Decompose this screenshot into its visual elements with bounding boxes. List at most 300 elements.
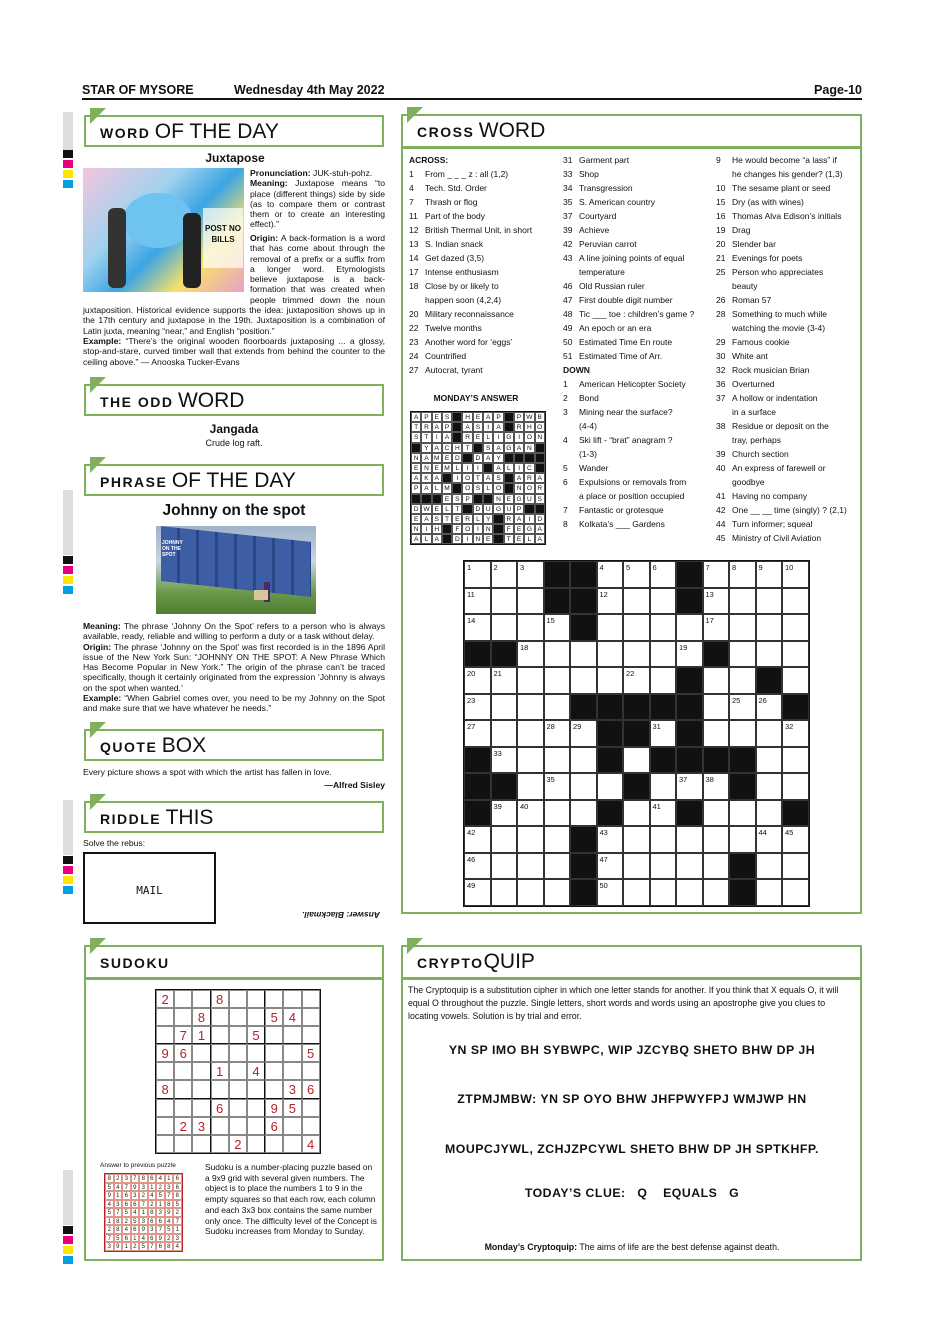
crossword-cell[interactable] <box>676 773 703 800</box>
prev-sudoku-cell: 2 <box>122 1217 131 1226</box>
crossword-cell[interactable] <box>623 667 650 694</box>
sudoku-cell[interactable] <box>283 1026 301 1044</box>
clue-item <box>409 209 557 223</box>
clue-item <box>563 349 711 363</box>
prev-sudoku-cell: 5 <box>165 1225 174 1234</box>
clue-number: 1 <box>563 379 568 389</box>
answer-cell: I <box>524 514 534 524</box>
crossword-cell[interactable] <box>623 641 650 668</box>
crossword-cell[interactable] <box>517 800 544 827</box>
answer-cell <box>432 494 442 504</box>
answer-cell <box>535 463 545 473</box>
riddle-title: RIDDLE THIS <box>100 806 214 829</box>
crossword-cell[interactable] <box>517 747 544 774</box>
sudoku-cell[interactable] <box>211 1008 229 1026</box>
sudoku-cell[interactable] <box>211 1135 229 1153</box>
answer-cell <box>452 412 462 422</box>
crossword-cell[interactable] <box>676 879 703 906</box>
prev-sudoku-cell: 1 <box>165 1174 174 1183</box>
cell-number: 33 <box>493 748 502 758</box>
prev-sudoku-cell: 8 <box>148 1208 157 1217</box>
clue-item <box>563 279 711 293</box>
crossword-cell[interactable] <box>544 879 571 906</box>
sudoku-cell[interactable] <box>247 1099 265 1117</box>
answer-cell: A <box>432 422 442 432</box>
clue-text: a place or position occupied <box>579 491 685 501</box>
crossword-cell[interactable] <box>544 747 571 774</box>
sudoku-cell[interactable] <box>283 990 301 1008</box>
crossword-cell[interactable] <box>703 800 730 827</box>
sudoku-cell[interactable] <box>265 1135 283 1153</box>
clue-item <box>716 475 858 489</box>
crossword-cell[interactable] <box>650 588 677 615</box>
crossword-cell[interactable] <box>491 747 518 774</box>
sudoku-cell[interactable] <box>229 1099 247 1117</box>
answer-cell <box>421 494 431 504</box>
cell-number: 39 <box>493 801 502 811</box>
cell-number: 6 <box>652 563 657 572</box>
answer-cell <box>442 473 452 483</box>
sudoku-cell[interactable] <box>174 1080 192 1098</box>
crossword-cell[interactable] <box>597 641 624 668</box>
clue-text: Turn informer; squeal <box>732 519 813 529</box>
sudoku-cell[interactable] <box>211 1044 229 1062</box>
crossword-cell[interactable] <box>729 641 756 668</box>
sudoku-cell[interactable] <box>265 990 283 1008</box>
black-square <box>544 588 571 615</box>
sudoku-cell: 5 <box>247 1026 265 1044</box>
sudoku-cell[interactable] <box>174 1008 192 1026</box>
crossword-cell[interactable] <box>597 826 624 853</box>
crossword-cell[interactable] <box>782 641 809 668</box>
crossword-cell[interactable] <box>650 641 677 668</box>
crossword-cell[interactable] <box>703 667 730 694</box>
crossword-cell[interactable] <box>782 879 809 906</box>
black-square <box>570 879 597 906</box>
sudoku-cell[interactable] <box>211 1117 229 1135</box>
clue-item <box>409 195 557 209</box>
answer-cell: G <box>514 494 524 504</box>
crossword-cell[interactable] <box>756 879 783 906</box>
crossword-cell[interactable] <box>517 588 544 615</box>
crossword-cell[interactable] <box>570 667 597 694</box>
sudoku-cell[interactable] <box>302 1026 320 1044</box>
cell-number: 30 <box>599 722 608 731</box>
sudoku-cell: 9 <box>156 1044 174 1062</box>
sudoku-cell[interactable] <box>229 1044 247 1062</box>
crossword-cell[interactable] <box>676 826 703 853</box>
clue-item <box>563 489 711 503</box>
crossword-cell[interactable] <box>650 800 677 827</box>
crossword-cell[interactable] <box>729 561 756 588</box>
clue-number: 37 <box>716 393 726 403</box>
crossword-cell[interactable] <box>464 588 491 615</box>
clue-text: Dry (as with wines) <box>732 197 804 207</box>
sudoku-cell[interactable] <box>302 1062 320 1080</box>
crossword-cell[interactable] <box>464 879 491 906</box>
clue-number: 18 <box>409 281 419 291</box>
cell-number: 3 <box>520 563 525 572</box>
sudoku-cell[interactable] <box>247 990 265 1008</box>
crossword-cell[interactable] <box>464 561 491 588</box>
sudoku-cell[interactable] <box>265 1026 283 1044</box>
crossword-cell[interactable] <box>623 747 650 774</box>
crossword-cell[interactable] <box>464 720 491 747</box>
clue-text: Close by or likely to <box>425 281 499 291</box>
print-mark <box>63 886 73 894</box>
clue-item <box>409 321 557 335</box>
clue-number: 3 <box>563 407 568 417</box>
sudoku-cell[interactable] <box>283 1062 301 1080</box>
sudoku-description: Sudoku is a number-placing puzzle based on a 9x9 grid with several given numbers. The object is to place the numbers 1 to 9 in the empty squares so that each row, each column and each 3x3 box contains the same number only once. The difficulty level of the Concept is Sudoku increases from Monday to Sunday. <box>205 1162 377 1237</box>
sudoku-cell[interactable] <box>192 1099 210 1117</box>
crossword-cell[interactable] <box>650 853 677 880</box>
black-square <box>491 773 518 800</box>
crossword-cell[interactable] <box>544 694 571 721</box>
crossword-cell[interactable] <box>464 667 491 694</box>
crossword-cell[interactable] <box>517 667 544 694</box>
crossword-cell[interactable] <box>464 826 491 853</box>
clue-text: he changes his gender? (1,3) <box>732 169 843 179</box>
sudoku-cell[interactable] <box>156 1026 174 1044</box>
answer-cell: L <box>524 534 534 544</box>
answer-cell: F <box>452 524 462 534</box>
prev-sudoku-cell: 7 <box>173 1217 182 1226</box>
sudoku-cell: 1 <box>192 1026 210 1044</box>
crossword-cell[interactable] <box>544 641 571 668</box>
clue-text: (1-3) <box>579 449 597 459</box>
prev-sudoku-cell: 4 <box>114 1183 123 1192</box>
potty-label: JOHNNY ON THE SPOT <box>162 540 183 558</box>
crossword-cell[interactable] <box>570 747 597 774</box>
crossword-cell[interactable] <box>491 826 518 853</box>
crossword-cell[interactable] <box>756 641 783 668</box>
crossword-cell[interactable] <box>729 826 756 853</box>
crossword-cell[interactable] <box>570 800 597 827</box>
sudoku-cell[interactable] <box>229 1080 247 1098</box>
sudoku-cell[interactable] <box>156 1117 174 1135</box>
sudoku-cell[interactable] <box>247 1135 265 1153</box>
crossword-cell[interactable] <box>491 853 518 880</box>
clue-text: Something to much while <box>732 309 827 319</box>
black-square <box>570 853 597 880</box>
crossword-cell[interactable] <box>517 720 544 747</box>
crossword-cell[interactable] <box>676 853 703 880</box>
answer-cell: I <box>462 534 472 544</box>
answer-cell: A <box>421 453 431 463</box>
crossword-cell[interactable] <box>650 667 677 694</box>
sudoku-cell[interactable] <box>247 1080 265 1098</box>
sudoku-cell[interactable] <box>265 1044 283 1062</box>
clue-number: 41 <box>716 491 726 501</box>
crossword-cell[interactable] <box>756 561 783 588</box>
sudoku-cell[interactable] <box>247 1008 265 1026</box>
clue-item <box>716 293 858 307</box>
prev-sudoku-cell: 3 <box>114 1200 123 1209</box>
todays-clue: TODAY’S CLUE: Q EQUALS G <box>524 1186 740 1200</box>
crossword-cell[interactable] <box>703 773 730 800</box>
prev-sudoku-cell: 1 <box>114 1191 123 1200</box>
answer-cell: L <box>504 463 514 473</box>
black-square <box>570 588 597 615</box>
crossword-cell[interactable] <box>703 561 730 588</box>
crossword-cell[interactable] <box>703 720 730 747</box>
crossword-cell[interactable] <box>756 853 783 880</box>
crossword-cell[interactable] <box>464 853 491 880</box>
clue-item <box>716 447 858 461</box>
prev-sudoku-cell: 5 <box>156 1191 165 1200</box>
sudoku-cell[interactable] <box>229 1026 247 1044</box>
crossword-cell[interactable] <box>729 720 756 747</box>
answer-cell: I <box>432 432 442 442</box>
crossword-cell[interactable] <box>623 879 650 906</box>
crossword-cell[interactable] <box>650 561 677 588</box>
prev-sudoku-cell: 8 <box>165 1200 174 1209</box>
crossword-cell[interactable] <box>650 879 677 906</box>
sudoku-cell[interactable] <box>174 1062 192 1080</box>
crossword-cell[interactable] <box>782 667 809 694</box>
print-mark <box>63 566 73 574</box>
answer-cell: M <box>442 463 452 473</box>
sudoku-cell[interactable] <box>265 1062 283 1080</box>
cell-number: 4 <box>599 563 604 572</box>
crossword-cell[interactable] <box>597 561 624 588</box>
clue-text: Bond <box>579 393 599 403</box>
cell-number: 25 <box>732 695 741 705</box>
crossword-cell[interactable] <box>570 773 597 800</box>
answer-cell: U <box>483 504 493 514</box>
crossword-cell[interactable] <box>570 720 597 747</box>
crossword-cell[interactable] <box>703 588 730 615</box>
crossword-cell[interactable] <box>756 588 783 615</box>
crossword-cell[interactable] <box>544 853 571 880</box>
crossword-cell[interactable] <box>729 694 756 721</box>
cell-number: 29 <box>573 722 582 731</box>
crossword-cell[interactable] <box>729 667 756 694</box>
crossword-cell[interactable] <box>464 614 491 641</box>
crossword-cell[interactable] <box>703 614 730 641</box>
crossword-cell[interactable] <box>756 720 783 747</box>
sudoku-cell[interactable] <box>156 1099 174 1117</box>
crossword-cell[interactable] <box>517 853 544 880</box>
sudoku-cell[interactable] <box>265 1080 283 1098</box>
sudoku-cell[interactable] <box>283 1117 301 1135</box>
crossword-cell[interactable] <box>756 826 783 853</box>
sudoku-cell[interactable] <box>192 1080 210 1098</box>
answer-cell: N <box>411 453 421 463</box>
sudoku-cell[interactable] <box>174 990 192 1008</box>
crossword-cell[interactable] <box>782 588 809 615</box>
answer-cell: L <box>442 504 452 514</box>
sudoku-cell[interactable] <box>229 1062 247 1080</box>
sudoku-cell[interactable] <box>302 1099 320 1117</box>
prev-sudoku-cell: 1 <box>122 1242 131 1251</box>
answer-cell <box>462 504 472 514</box>
clue-text: Expulsions or removals from <box>579 477 687 487</box>
sudoku-cell[interactable] <box>229 1008 247 1026</box>
crossword-cell[interactable] <box>491 561 518 588</box>
crossword-cell[interactable] <box>623 561 650 588</box>
crossword-cell[interactable] <box>491 879 518 906</box>
crossword-cell[interactable] <box>570 641 597 668</box>
clue-number <box>716 167 732 181</box>
black-square <box>676 588 703 615</box>
clue-text: One __ __ time (singly) ? (2,1) <box>732 505 847 515</box>
crossword-cell[interactable] <box>597 853 624 880</box>
crossword-cell[interactable] <box>623 614 650 641</box>
sudoku-cell[interactable] <box>302 990 320 1008</box>
crossword-cell[interactable] <box>756 694 783 721</box>
crossword-cell[interactable] <box>517 773 544 800</box>
crossword-cell[interactable] <box>597 667 624 694</box>
sudoku-cell[interactable] <box>156 1062 174 1080</box>
sudoku-cell[interactable] <box>192 990 210 1008</box>
crossword-cell[interactable] <box>517 826 544 853</box>
prev-sudoku-cell: 4 <box>122 1225 131 1234</box>
crossword-cell[interactable] <box>517 694 544 721</box>
crossword-cell[interactable] <box>756 747 783 774</box>
crossword-cell[interactable] <box>464 694 491 721</box>
crossword-cell[interactable] <box>623 800 650 827</box>
crossword-cell[interactable] <box>597 879 624 906</box>
crossword-grid[interactable] <box>463 560 810 907</box>
clue-text: A hollow or indentation <box>732 393 818 403</box>
crossword-cell[interactable] <box>650 773 677 800</box>
crossword-cell[interactable] <box>756 773 783 800</box>
crossword-cell[interactable] <box>491 614 518 641</box>
answer-cell: A <box>432 473 442 483</box>
crossword-cell[interactable] <box>544 773 571 800</box>
crossword-cell[interactable] <box>729 614 756 641</box>
answer-cell: A <box>462 422 472 432</box>
answer-cell: R <box>421 422 431 432</box>
sudoku-cell[interactable] <box>229 1117 247 1135</box>
monday-cryptoquip: Monday’s Cryptoquip: The aims of life are the best defense against death. <box>484 1242 780 1252</box>
crossword-cell[interactable] <box>623 853 650 880</box>
prev-sudoku-cell: 9 <box>156 1234 165 1243</box>
crossword-cell[interactable] <box>782 614 809 641</box>
cell-number: 13 <box>705 589 714 599</box>
sudoku-cell[interactable] <box>211 1026 229 1044</box>
crossword-cell[interactable] <box>544 720 571 747</box>
crossword-cell[interactable] <box>676 641 703 668</box>
crossword-cell[interactable] <box>544 667 571 694</box>
answer-cell: I <box>452 473 462 483</box>
sudoku-cell[interactable] <box>247 1044 265 1062</box>
crossword-cell[interactable] <box>517 641 544 668</box>
answer-cell <box>411 443 421 453</box>
crossword-cell[interactable] <box>491 720 518 747</box>
sudoku-grid[interactable] <box>155 989 321 1154</box>
answer-cell: T <box>411 422 421 432</box>
answer-cell: E <box>514 534 524 544</box>
answer-cell: D <box>452 453 462 463</box>
answer-cell: U <box>524 494 534 504</box>
sudoku-cell[interactable] <box>302 1008 320 1026</box>
answer-cell: A <box>493 443 503 453</box>
answer-cell: E <box>432 463 442 473</box>
clue-item <box>716 363 858 377</box>
crossword-cell[interactable] <box>703 853 730 880</box>
crossword-cell[interactable] <box>544 826 571 853</box>
crossword-cell[interactable] <box>729 588 756 615</box>
crossword-cell[interactable] <box>782 773 809 800</box>
sudoku-cell[interactable] <box>283 1135 301 1153</box>
sudoku-cell[interactable] <box>247 1117 265 1135</box>
crossword-cell[interactable] <box>517 879 544 906</box>
sudoku-cell[interactable] <box>156 1008 174 1026</box>
sudoku-cell[interactable] <box>211 1080 229 1098</box>
crossword-cell[interactable] <box>782 853 809 880</box>
sudoku-cell[interactable] <box>229 990 247 1008</box>
crossword-cell[interactable] <box>623 588 650 615</box>
sudoku-cell[interactable] <box>283 1044 301 1062</box>
sudoku-cell[interactable] <box>192 1044 210 1062</box>
crossword-cell[interactable] <box>703 694 730 721</box>
crossword-cell[interactable] <box>623 826 650 853</box>
issue-date: Wednesday 4th May 2022 <box>234 83 385 97</box>
crossword-cell[interactable] <box>491 588 518 615</box>
sudoku-cell[interactable] <box>302 1117 320 1135</box>
crossword-cell[interactable] <box>650 826 677 853</box>
crossword-cell[interactable] <box>782 561 809 588</box>
crossword-cell[interactable] <box>517 614 544 641</box>
crossword-cell[interactable] <box>782 720 809 747</box>
crossword-cell[interactable] <box>491 667 518 694</box>
answer-cell: S <box>473 483 483 493</box>
answer-cell: T <box>462 443 472 453</box>
sudoku-cell: 6 <box>174 1044 192 1062</box>
crossword-cell[interactable] <box>597 588 624 615</box>
clue-item <box>409 223 557 237</box>
crossword-cell[interactable] <box>517 561 544 588</box>
crossword-cell[interactable] <box>544 800 571 827</box>
riddle-answer: Answer: Blackmail. <box>302 910 380 920</box>
crossword-cell[interactable] <box>544 614 571 641</box>
sudoku-cell[interactable] <box>192 1135 210 1153</box>
crossword-cell[interactable] <box>782 826 809 853</box>
crossword-cell[interactable] <box>491 800 518 827</box>
crossword-cell[interactable] <box>491 694 518 721</box>
crossword-cell[interactable] <box>729 800 756 827</box>
clue-number <box>716 405 732 419</box>
crossword-cell[interactable] <box>703 826 730 853</box>
prev-sudoku-cell: 6 <box>148 1234 157 1243</box>
clue-item <box>716 167 858 181</box>
sudoku-cell[interactable] <box>192 1062 210 1080</box>
clue-item <box>716 321 858 335</box>
quote-title: QUOTE BOX <box>100 734 207 757</box>
crossword-cell[interactable] <box>756 800 783 827</box>
crossword-cell[interactable] <box>650 614 677 641</box>
crossword-cell[interactable] <box>597 614 624 641</box>
crossword-cell[interactable] <box>676 614 703 641</box>
sudoku-cell[interactable] <box>156 1135 174 1153</box>
prev-sudoku-cell: 2 <box>148 1200 157 1209</box>
crossword-cell[interactable] <box>782 747 809 774</box>
crossword-cell[interactable] <box>650 720 677 747</box>
clue-item <box>563 321 711 335</box>
sudoku-cell[interactable] <box>174 1099 192 1117</box>
sudoku-cell[interactable] <box>174 1135 192 1153</box>
answer-cell: A <box>493 463 503 473</box>
crossword-cell[interactable] <box>756 614 783 641</box>
prev-sudoku-cell: 7 <box>131 1174 140 1183</box>
crossword-cell[interactable] <box>597 773 624 800</box>
clue-number: 39 <box>563 225 573 235</box>
crossword-cell[interactable] <box>703 879 730 906</box>
riddle-prompt: Solve the rebus: <box>83 838 146 848</box>
